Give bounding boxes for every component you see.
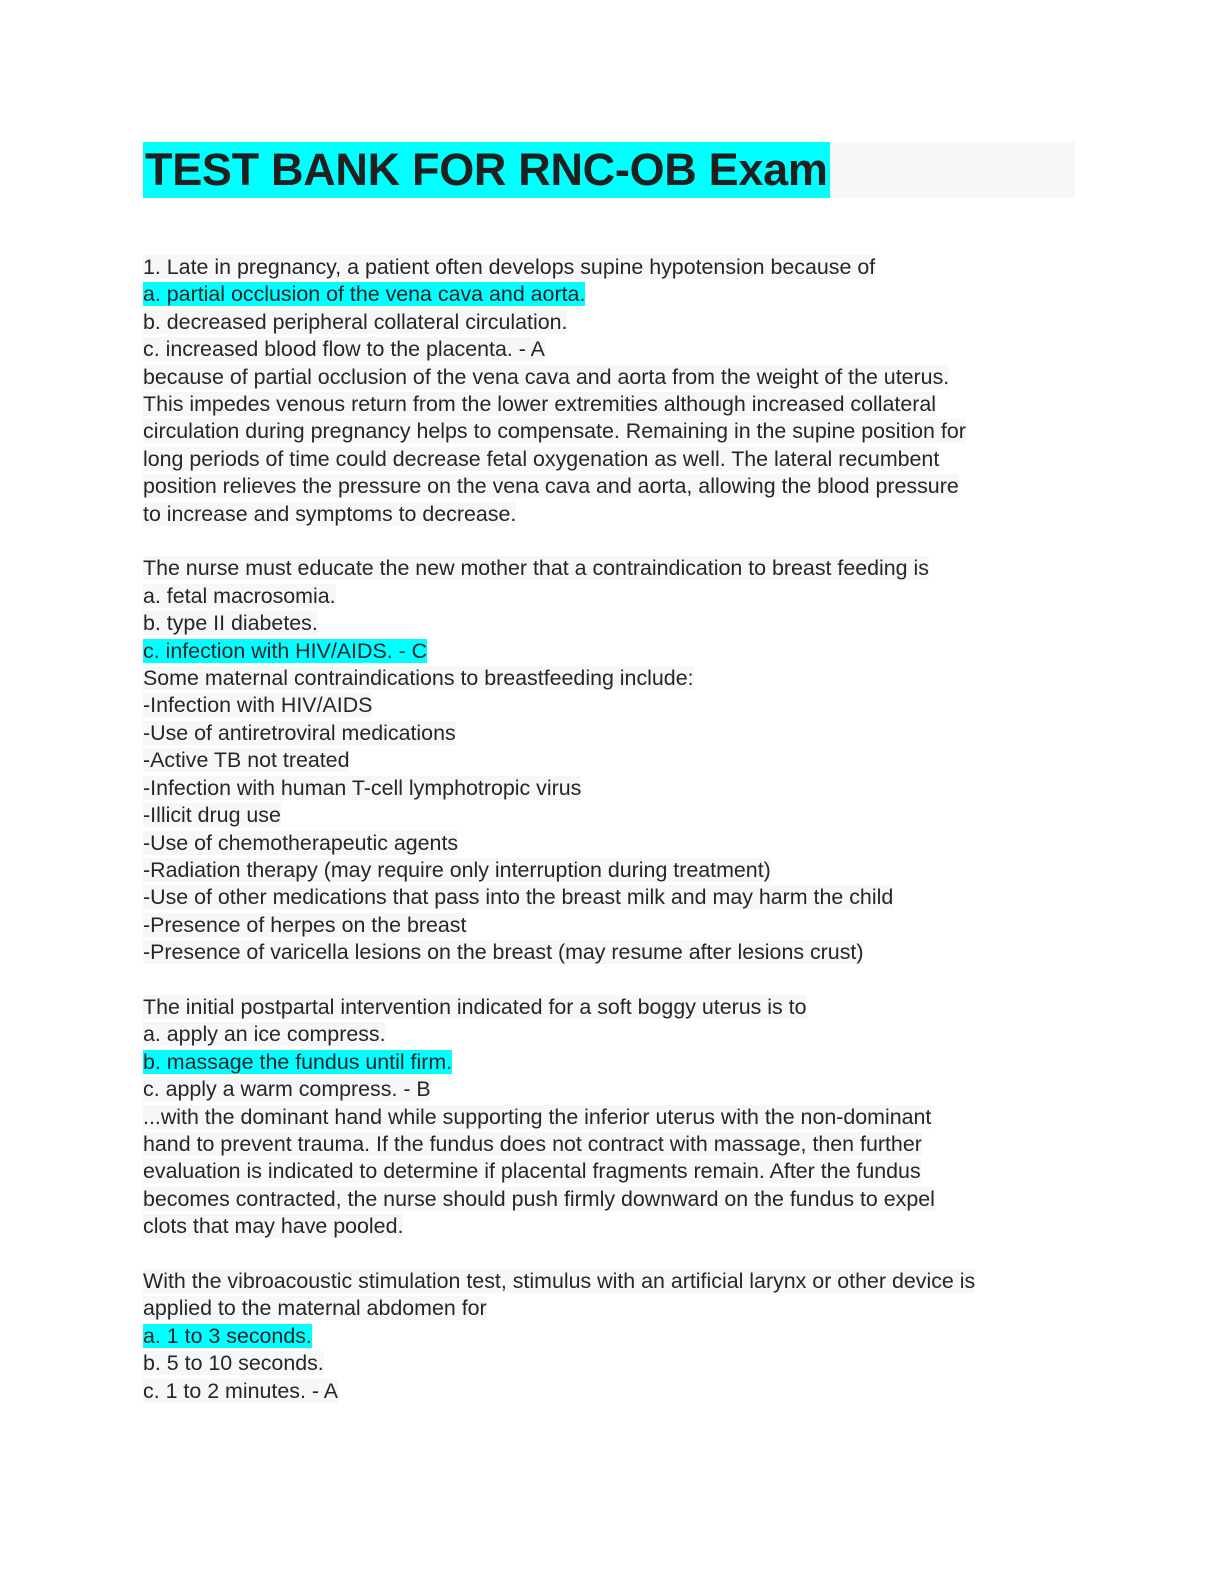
text-line [143, 1213, 1075, 1240]
line-text: a. partial occlusion of the vena cava and aorta. [143, 282, 586, 307]
text-line [143, 309, 1075, 336]
line-text: a. 1 to 3 seconds. [143, 1323, 312, 1348]
title-band [143, 142, 1075, 198]
document-page [143, 142, 1075, 1405]
line-text: 1. Late in pregnancy, a patient often develops supine hypotension because of [143, 255, 876, 279]
line-text: -Use of antiretroviral medications [143, 720, 456, 745]
question-block [143, 994, 1075, 1241]
text-line [143, 1295, 1075, 1322]
line-text: a. apply an ice compress. [143, 1022, 386, 1047]
text-line [143, 555, 1075, 582]
line-text: hand to prevent trauma. If the fundus does not contract with massage, then further [143, 1131, 922, 1156]
text-line [143, 391, 1075, 418]
line-text: b. type II diabetes. [143, 611, 318, 636]
question-separator [143, 528, 1075, 555]
text-line [143, 473, 1075, 500]
line-text: ...with the dominant hand while supporting the inferior uterus with the non-dominant [143, 1104, 932, 1129]
line-text: c. apply a warm compress. - B [143, 1077, 431, 1102]
line-text: b. 5 to 10 seconds. [143, 1351, 324, 1376]
line-text: -Radiation therapy (may require only interruption during treatment) [143, 857, 771, 882]
line-text: -Infection with HIV/AIDS [143, 693, 373, 718]
text-line [143, 912, 1075, 939]
text-line [143, 994, 1075, 1021]
line-text: -Illicit drug use [143, 803, 281, 828]
line-text: c. 1 to 2 minutes. - A [143, 1378, 338, 1403]
line-text: because of partial occlusion of the vena cava and aorta from the weight of the uterus. [143, 364, 950, 389]
question-separator [143, 967, 1075, 994]
question-block [143, 254, 1075, 528]
line-text: c. infection with HIV/AIDS. - C [143, 638, 428, 663]
line-text: The nurse must educate the new mother that a contraindication to breast feeding is [143, 556, 929, 581]
line-text: -Infection with human T-cell lymphotropic virus [143, 775, 582, 800]
line-text: -Active TB not treated [143, 748, 350, 773]
line-text: This impedes venous return from the lower extremities although increased collateral [143, 392, 937, 417]
line-text: applied to the maternal abdomen for [143, 1296, 487, 1321]
line-text: b. decreased peripheral collateral circulation. [143, 309, 568, 334]
line-text: a. fetal macrosomia. [143, 583, 336, 608]
text-line [143, 1378, 1075, 1405]
page-title: TEST BANK FOR RNC-OB Exam [143, 142, 830, 198]
text-line [143, 1268, 1075, 1295]
text-line [143, 747, 1075, 774]
text-line [143, 802, 1075, 829]
text-line [143, 254, 1075, 281]
text-line [143, 884, 1075, 911]
text-line [143, 1186, 1075, 1213]
text-line [143, 1131, 1075, 1158]
line-text: The initial postpartal intervention indicated for a soft boggy uterus is to [143, 994, 807, 1019]
line-text: long periods of time could decrease fetal oxygenation as well. The lateral recumbent [143, 446, 940, 471]
line-text: to increase and symptoms to decrease. [143, 501, 517, 526]
line-text: b. massage the fundus until firm. [143, 1049, 453, 1074]
text-line [143, 1158, 1075, 1185]
question-list [143, 254, 1075, 1405]
question-block [143, 555, 1075, 966]
text-line [143, 418, 1075, 445]
text-line [143, 939, 1075, 966]
text-line [143, 857, 1075, 884]
highlighted-answer-line [143, 1323, 1075, 1350]
line-text: -Use of other medications that pass into the breast milk and may harm the child [143, 885, 894, 910]
line-text: -Use of chemotherapeutic agents [143, 830, 459, 855]
highlighted-answer-line [143, 281, 1075, 308]
text-line [143, 692, 1075, 719]
highlighted-answer-line [143, 638, 1075, 665]
line-text: position relieves the pressure on the vena cava and aorta, allowing the blood pressure [143, 474, 959, 499]
text-line [143, 1350, 1075, 1377]
line-text: clots that may have pooled. [143, 1214, 404, 1239]
highlighted-answer-line [143, 1049, 1075, 1076]
text-line [143, 1076, 1075, 1103]
text-line [143, 583, 1075, 610]
text-line [143, 1104, 1075, 1131]
text-line [143, 364, 1075, 391]
question-separator [143, 1241, 1075, 1268]
line-text: evaluation is indicated to determine if placental fragments remain. After the fundus [143, 1159, 921, 1184]
text-line [143, 501, 1075, 528]
line-text: c. increased blood flow to the placenta. - A [143, 337, 545, 362]
line-text: Some maternal contraindications to breastfeeding include: [143, 666, 694, 691]
line-text: becomes contracted, the nurse should push firmly downward on the fundus to expel [143, 1186, 935, 1211]
text-line [143, 610, 1075, 637]
line-text: -Presence of varicella lesions on the breast (may resume after lesions crust) [143, 940, 864, 965]
text-line [143, 336, 1075, 363]
text-line [143, 446, 1075, 473]
question-block [143, 1268, 1075, 1405]
text-line [143, 1021, 1075, 1048]
line-text: With the vibroacoustic stimulation test, stimulus with an artificial larynx or other device is [143, 1268, 976, 1293]
text-line [143, 720, 1075, 747]
text-line [143, 665, 1075, 692]
text-line [143, 775, 1075, 802]
line-text: -Presence of herpes on the breast [143, 912, 467, 937]
text-line [143, 830, 1075, 857]
line-text: circulation during pregnancy helps to compensate. Remaining in the supine position for [143, 419, 966, 444]
